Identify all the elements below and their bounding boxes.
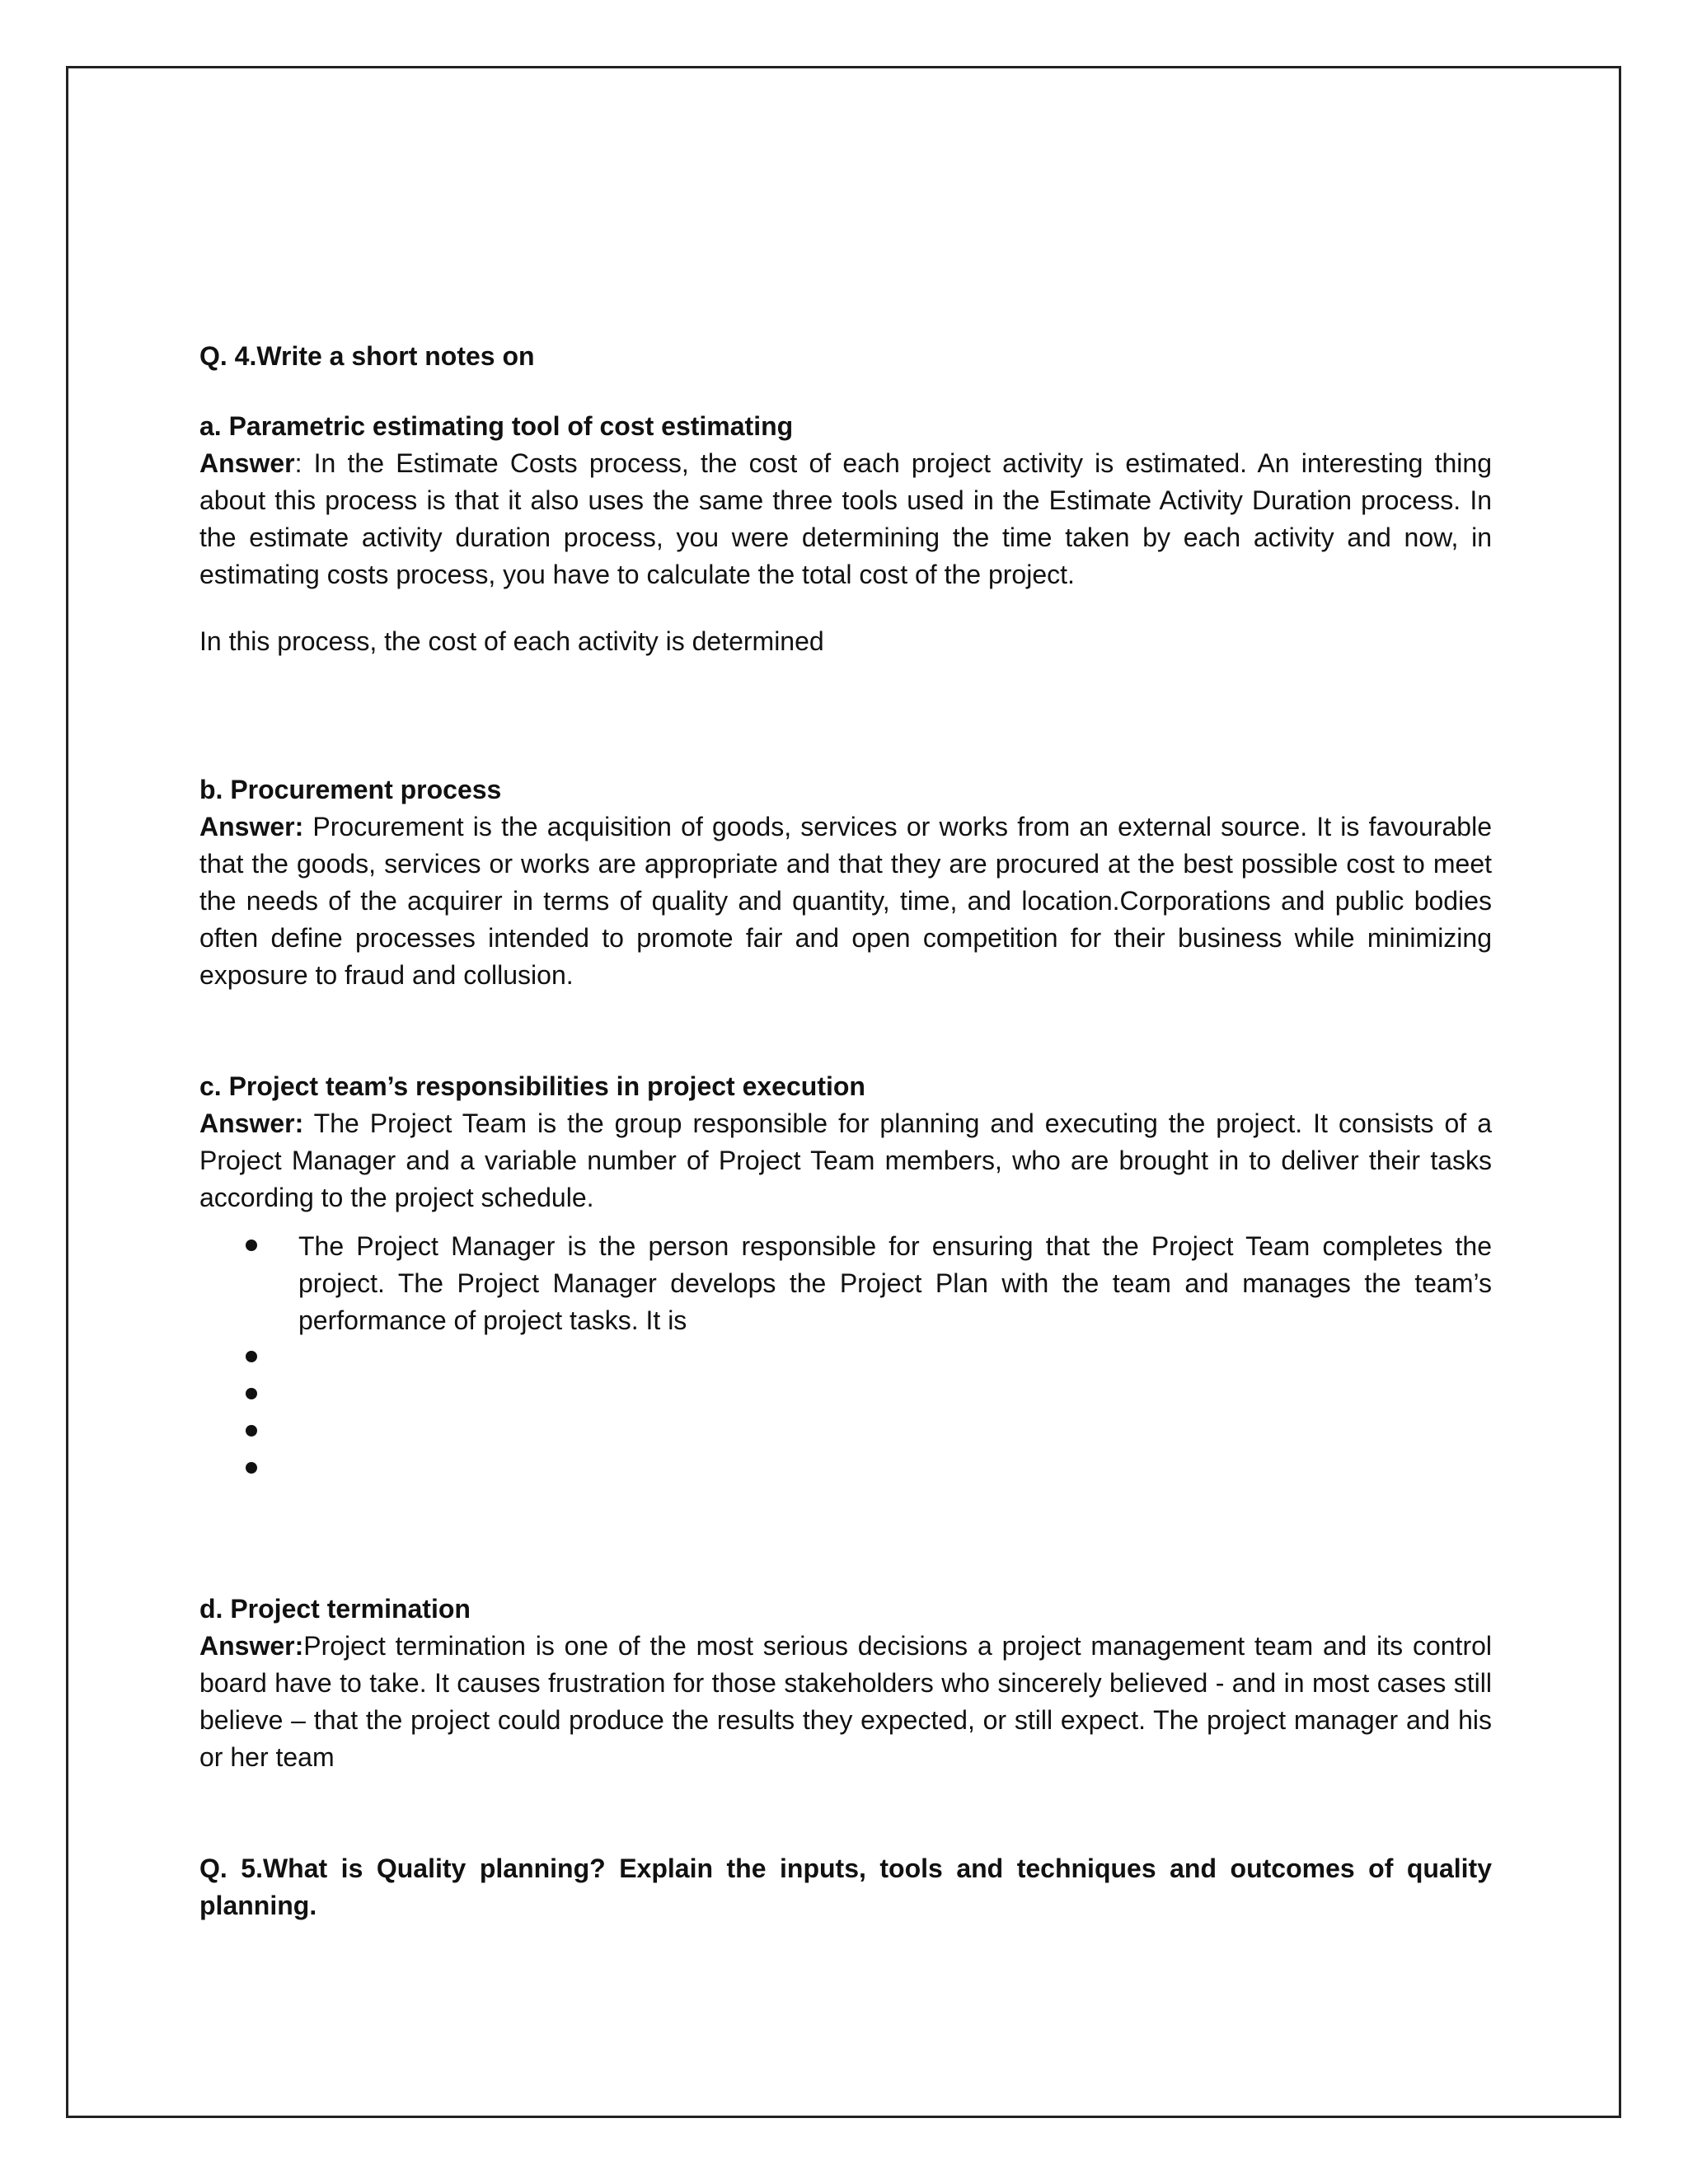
section-a-answer [199,445,1492,593]
list-item [298,1451,1492,1488]
spacer [199,1488,1492,1591]
section-c-answer-label: Answer: [199,1108,304,1138]
section-a-heading: a. Parametric estimating tool of cost estimating [199,411,794,441]
bullet-icon [246,1388,257,1399]
spacer [199,375,1492,408]
list-item [298,1228,1492,1339]
list-item [298,1413,1492,1451]
spacer [199,660,1492,771]
section-b-heading: b. Procurement process [199,775,502,804]
bullet-icon [246,1462,257,1474]
bullet-icon [246,1240,257,1251]
section-c-bullet-list [199,1228,1492,1488]
spacer [199,593,1492,623]
section-a-answer-text: : In the Estimate Costs process, the cost of each project activity is estimated. An interesting thing about this process is that it also uses the same three tools used in the Estimate Activity Duration process. In the estimate activity duration process, you were determining the time taken by each activity and now, in estimating costs process, you have to calculate the total cost of the project. [199,448,1492,589]
section-a-extra-text: In this process, the cost of each activity is determined [199,626,824,656]
section-d-answer [199,1628,1492,1776]
section-d-answer-text: Project termination is one of the most serious decisions a project management team and its control board have to take. It causes frustration for those stakeholders who sincerely believed - and in most cases still believe – that the project could produce the results they expected, or still expect. The project manager and his or her team [199,1631,1492,1772]
section-c-heading: c. Project team’s responsibilities in project execution [199,1071,865,1101]
bullet-icon [246,1425,257,1436]
section-b-answer-label: Answer: [199,812,304,841]
q4-heading: Q. 4.Write a short notes on [199,341,535,371]
section-b-answer [199,808,1492,994]
section-d-answer-label: Answer: [199,1631,304,1661]
bullet-icon [246,1351,257,1362]
section-d-heading: d. Project termination [199,1594,471,1624]
section-c-answer-text: The Project Team is the group responsible for planning and executing the project. It consists of a Project Manager and a variable number of Project Team members, who are brought in to deliver their tasks according to the project schedule. [199,1108,1492,1212]
section-a-answer-label: Answer [199,448,295,478]
section-c-answer [199,1105,1492,1216]
spacer [199,1776,1492,1850]
list-item-text: The Project Manager is the person responsible for ensuring that the Project Team completes the project. The Project Manager develops the Project Plan with the team and manages the team’s performance of project tasks. It is [298,1231,1492,1335]
document-body [199,338,1492,1924]
section-b-answer-text: Procurement is the acquisition of goods, services or works from an external source. It is favourable that the goods, services or works are appropriate and that they are procured at the best possible cost to meet the needs of the acquirer in terms of quality and quantity, time, and location.Corporations and public bodies often define processes intended to promote fair and open competition for their business while minimizing exposure to fraud and collusion. [199,812,1492,990]
spacer [199,994,1492,1068]
list-item [298,1376,1492,1413]
q5-heading: Q. 5.What is Quality planning? Explain the inputs, tools and techniques and outcomes of quality planning. [199,1854,1492,1920]
list-item [298,1339,1492,1376]
